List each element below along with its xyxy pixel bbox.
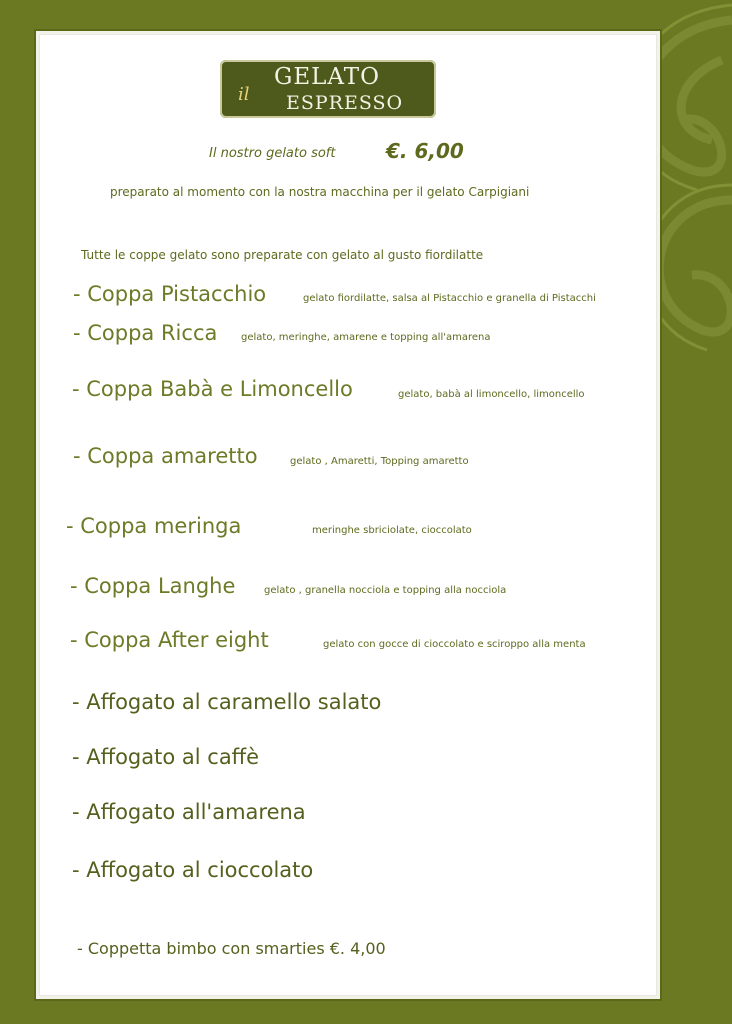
soft-gelato-label: Il nostro gelato soft [209, 146, 336, 161]
affogato-item: - Affogato al cioccolato [72, 858, 314, 882]
soft-gelato-price: €. 6,00 [386, 139, 464, 163]
coppa-desc: meringhe sbriciolate, cioccolato [312, 525, 472, 536]
coppa-name: - Coppa meringa [66, 514, 242, 538]
coppa-name: - Coppa Langhe [70, 574, 236, 598]
prepared-note: preparato al momento con la nostra macchina per il gelato Carpigiani [110, 185, 530, 199]
coppa-name: - Coppa Pistacchio [73, 282, 267, 306]
affogato-item: - Affogato all'amarena [72, 800, 306, 824]
coppa-name: - Coppa Babà e Limoncello [72, 377, 353, 401]
affogato-item: - Affogato al caramello salato [72, 690, 382, 714]
coppa-desc: gelato con gocce di cioccolato e sciroppo alla menta [323, 639, 586, 650]
coppa-desc: gelato , Amaretti, Topping amaretto [290, 456, 469, 467]
logo-espresso-text: ESPRESSO [286, 92, 404, 114]
affogato-item: - Affogato al caffè [72, 745, 260, 769]
coppa-name: - Coppa After eight [70, 628, 269, 652]
coppa-name: - Coppa amaretto [73, 444, 258, 468]
logo-il-text: il [238, 84, 250, 105]
coppa-name: - Coppa Ricca [73, 321, 218, 345]
menu-card [36, 31, 660, 999]
coppa-desc: gelato, meringhe, amarene e topping all'amarena [241, 332, 491, 343]
coppa-desc: gelato, babà al limoncello, limoncello [398, 389, 585, 400]
coppa-desc: gelato fiordilatte, salsa al Pistacchio e granella di Pistacchi [303, 293, 596, 304]
logo [220, 60, 436, 118]
coppe-intro: Tutte le coppe gelato sono preparate con gelato al gusto fiordilatte [81, 248, 484, 262]
logo-gelato-text: GELATO [274, 64, 380, 90]
coppa-desc: gelato , granella nocciola e topping alla nocciola [264, 585, 507, 596]
kids-cup-item: - Coppetta bimbo con smarties €. 4,00 [77, 939, 386, 958]
